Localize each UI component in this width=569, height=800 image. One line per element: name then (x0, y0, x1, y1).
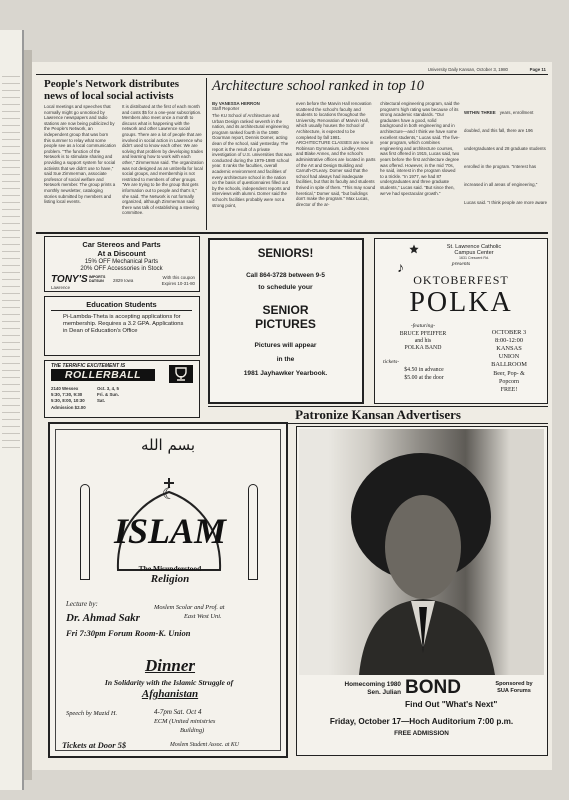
car-ad-address: 2829 Iowa (113, 278, 134, 283)
seniors-pictures-line2: PICTURES (255, 317, 316, 331)
car-ad-line1: Car Stereos and Parts (82, 240, 161, 249)
car-stereo-ad (44, 236, 200, 292)
network-headline: People's Network distributes news of local social activists (44, 78, 180, 102)
architecture-body-col2: even before the Marvin Hall renovation scattered the school's faculty and students to locations throughout the University. Renovation of Marvin Hall, which usually houses the School of Architecture, is expected to be completed by fall 1981. ARCHITECTURE CLASSES are now in Robinson Gymnasium, Lindley Annex and Blake Annex, and the school's administrative offices are located in parts of the Art and Design Building and Carruth-O'Leary. Domer said that the school had always had inadequate facilities, but that its faculty and students thrived in spite of them. "This may sound heretical," Domer said, "but buildings don't make the program." Max Lucas, director of the ar- (296, 101, 376, 207)
architecture-col4-lead: WITHIN THREE (464, 110, 496, 115)
seniors-appear3: 1981 Jayhawker Yearbook. (243, 370, 328, 377)
education-ad-body: Pi-Lambda-Theta is accepting applications for membership. Requires a 3.2 GPA. Applications in Dean of Education's Office (63, 314, 184, 335)
masthead-rule (36, 74, 548, 75)
polka-presents: presents (451, 261, 471, 267)
bond-name: BOND (405, 677, 461, 698)
islam-solidarity2: Afghanistan (141, 688, 199, 700)
car-ad-brand: TONY'S (51, 274, 88, 285)
car-ad-coupon: With this coupon (162, 275, 195, 280)
polka-venue1: KANSAS (496, 345, 522, 352)
banner-text: Patronize Kansan Advertisers (295, 407, 461, 422)
trophy-icon (167, 363, 195, 385)
seniors-appear2: in the (276, 356, 295, 363)
car-ad-offer2: 20% OFF Accessories in Stock (80, 266, 163, 272)
polka-price2: $5.00 at the door (404, 375, 444, 381)
architecture-body-col4 (464, 101, 548, 215)
islam-sponsor: Moslem Student Assoc. at KU (170, 742, 239, 748)
islam-dinner-place2: Building) (180, 727, 205, 734)
polka-band1: BRUCE PFEIFFER (399, 331, 447, 337)
islam-speaker-role2: East West Uni. (184, 613, 222, 620)
polka-extras1: Beer, Pop- & (493, 371, 525, 377)
islam-speaker-role1: Moslem Scolar and Prof. at (154, 604, 225, 611)
polka-band3: POLKA BAND (404, 345, 442, 351)
bond-when: Friday, October 17—Hoch Auditorium 7:00 p.m. (329, 717, 514, 726)
rollerball-address: 2140 Wessex (51, 386, 79, 391)
bond-ad (296, 426, 548, 756)
rollerball-ad (44, 360, 200, 418)
polka-featuring: -featuring- (410, 323, 436, 329)
bond-tagline: Find Out "What's Next" (405, 699, 498, 709)
polka-ad (374, 238, 548, 404)
seniors-ad (208, 238, 364, 404)
islam-when: Fri 7:30pm Forum Room-K. Union (66, 628, 191, 638)
rollerball-days1: Fri. & Sun. (97, 392, 119, 397)
islam-arabic: بسم الله (140, 436, 196, 454)
islam-lecture: Lecture by: (66, 600, 98, 608)
car-ad-brand2: IMPORTS DATSUN (89, 275, 106, 283)
islam-subtitle1: The Misunderstood (138, 564, 202, 573)
islam-solidarity1: In Solidarity with the Islamic Struggle of (104, 678, 234, 687)
islam-dinner-time: 4-7pm Sat. Oct 4 (154, 708, 202, 716)
islam-dinner: Dinner (144, 656, 196, 675)
education-ad-rule (51, 310, 192, 311)
car-ad-offer1: 15% OFF Mechanical Parts (84, 259, 159, 265)
polka-event: OKTOBERFEST (413, 273, 509, 287)
rollerball-admission: Admission $2.00 (51, 405, 86, 410)
rollerball-dates: Oct. 3, 4, 5 (97, 386, 119, 391)
islam-tickets: Tickets at Door 5$ (62, 740, 127, 750)
bond-sponsor1: Sponsored by (495, 681, 533, 687)
architecture-byline-role: Staff Reporter (212, 106, 240, 111)
seniors-schedule: to schedule your (258, 284, 313, 291)
binding-shadow (24, 50, 32, 780)
polka-band2: and his (414, 338, 432, 344)
architecture-col4-text: years, enrollment doubled, and this fall, there are 196 undergraduates and 28 graduate students enrolled in the program. "Interest has increased in all areas of engineering," Lucas said. "I think people are more aware (464, 110, 548, 205)
car-ad-expires: Expires 10-31-80 (161, 281, 195, 286)
polka-venue2: UNION (498, 353, 520, 360)
masthead-text: University Daily Kansan, October 3, 1980 (427, 67, 508, 72)
polka-title: POLKA (409, 287, 513, 318)
bond-line2: Sen. Julian (367, 689, 401, 696)
minaret-left (80, 484, 90, 580)
islam-subtitle2: Religion (150, 573, 190, 585)
bond-free: FREE ADMISSION (394, 730, 449, 737)
rollerball-name: ROLLERBALL (51, 369, 155, 381)
neighbor-page-strip (2, 70, 20, 450)
minaret-right (248, 484, 258, 580)
polka-tickets-label: tickets- (383, 359, 400, 365)
bond-line1: Homecoming 1980 (344, 681, 401, 688)
seniors-pictures-line1: SENIOR (262, 303, 309, 317)
islam-dinner-place: ECM (United ministries (154, 718, 216, 725)
rollerball-times1: 5:30, 7:30, 9:30 (51, 392, 83, 397)
network-body-col1: Local meetings and speeches that normally might go unnoticed by Lawrence newspapers and radio stations are now being publicized by the People's Network, an independent group that was born this summer to relay what some people see as a local communication problem. "The function of the Network is to stimulate sharing and providing a support system for social activists that we didn't use to have," said Sue Zimmerman, associate professor of social welfare and Network member. The group prints a monthly newsletter, cataloging stories submitted by members and listing local events. (44, 104, 116, 205)
bond-sponsor2: SUA Forums (497, 688, 531, 694)
polka-org2: Campus Center (454, 250, 494, 256)
polka-extras2: Popcorn (499, 379, 519, 385)
education-ad (44, 296, 200, 356)
islam-speaker: Dr. Ahmad Sakr (66, 612, 140, 624)
seniors-call: Call 864-3728 between 9-5 (246, 272, 325, 279)
music-note-icon: ♪ (397, 261, 404, 276)
education-ad-title: Education Students (86, 300, 157, 309)
seniors-title: SENIORS! (257, 248, 314, 260)
polka-time: 8:00-12:00 (494, 337, 524, 344)
car-ad-line2: At a Discount (97, 249, 146, 258)
architecture-body-col1: The KU School of Architecture and Urban Design ranked seventh in the nation, and its architectural engineering program ranked fourth in the 1980 Gourman report, Dennis Domer, acting dean of the school, said yesterday. The report is the result of a private investigation of U.S. universities that was conducted during the 1979-1980 school year. It ranks the faculties, overall academic environment and facilities of every architecture school in the nation on the basis of questionnaires filled out by the schools, independent reports and interviews with alumni. Domer said the school's facilities probably were not a strong point, (212, 113, 292, 208)
network-body-col2: It is distributed at the first of each month and costs $5 for a one-year subscription. Members also meet once a month to discuss what is happening with the network and other Lawrence social groups. There are a lot of people that are involved in social action in Lawrence who didn't used to know each other. We are solving that problem by developing trades and learning how to work with each other," Zimmerman said. The organization was not designed as an umbrella for local social groups, and membership is not restricted to members of other groups. "We are trying to be the group that gets information out to people and that's it," she said. The Network is not formally organized, although Zimmerman said there was talk of establishing a steering committee. (122, 104, 204, 216)
network-divider (206, 78, 207, 230)
polka-org1: St. Lawrence Catholic (446, 244, 502, 250)
architecture-byline: By VANESSA HERRON (212, 101, 260, 106)
rollerball-times2: 5:30, 8:00, 10:30 (51, 398, 85, 403)
architecture-headline: Architecture school ranked in top 10 (212, 78, 424, 94)
rollerball-days2: Sat. (97, 398, 106, 403)
rollerball-tagline: THE TERRIFIC EXCITEMENT IS (51, 363, 126, 369)
bond-portrait (299, 429, 544, 675)
crescent-icon: ☾ (161, 486, 177, 503)
islam-title: ISLAM (113, 511, 227, 551)
top-section-rule (36, 232, 548, 234)
islam-ad (48, 422, 288, 758)
polka-extras3: FREE! (500, 387, 518, 393)
seniors-appear1: Pictures will appear (254, 342, 317, 349)
polka-venue3: BALLROOM (491, 361, 527, 368)
polka-date: OCTOBER 3 (491, 329, 527, 336)
polka-address: 1631 Crescent Rd. (459, 256, 489, 260)
architecture-body-col3: chitectural engineering program, said the program's high rating was because of its strong academic standards. "Our graduates have a good, solid background in both engineering and in architecture—and I think we have some excellent students," Lucas said. The five-year program, which combines engineering and architecture courses, was first offered in 1915, Lucas said, two years before the first architecture degree was offered. However, in the mid '70s, he said, interest in the program slowed to a trickle. "In 1977, we had 87 undergraduates and three graduate students," Lucas said. "But since then, we've had spectacular growth." (380, 101, 460, 196)
polka-price1: $4.50 in advance (404, 367, 444, 373)
page-number: Page 11 (529, 67, 546, 72)
islam-speech: Speech by Mazid H. (66, 710, 118, 717)
car-ad-town: Lawrence (51, 285, 71, 290)
